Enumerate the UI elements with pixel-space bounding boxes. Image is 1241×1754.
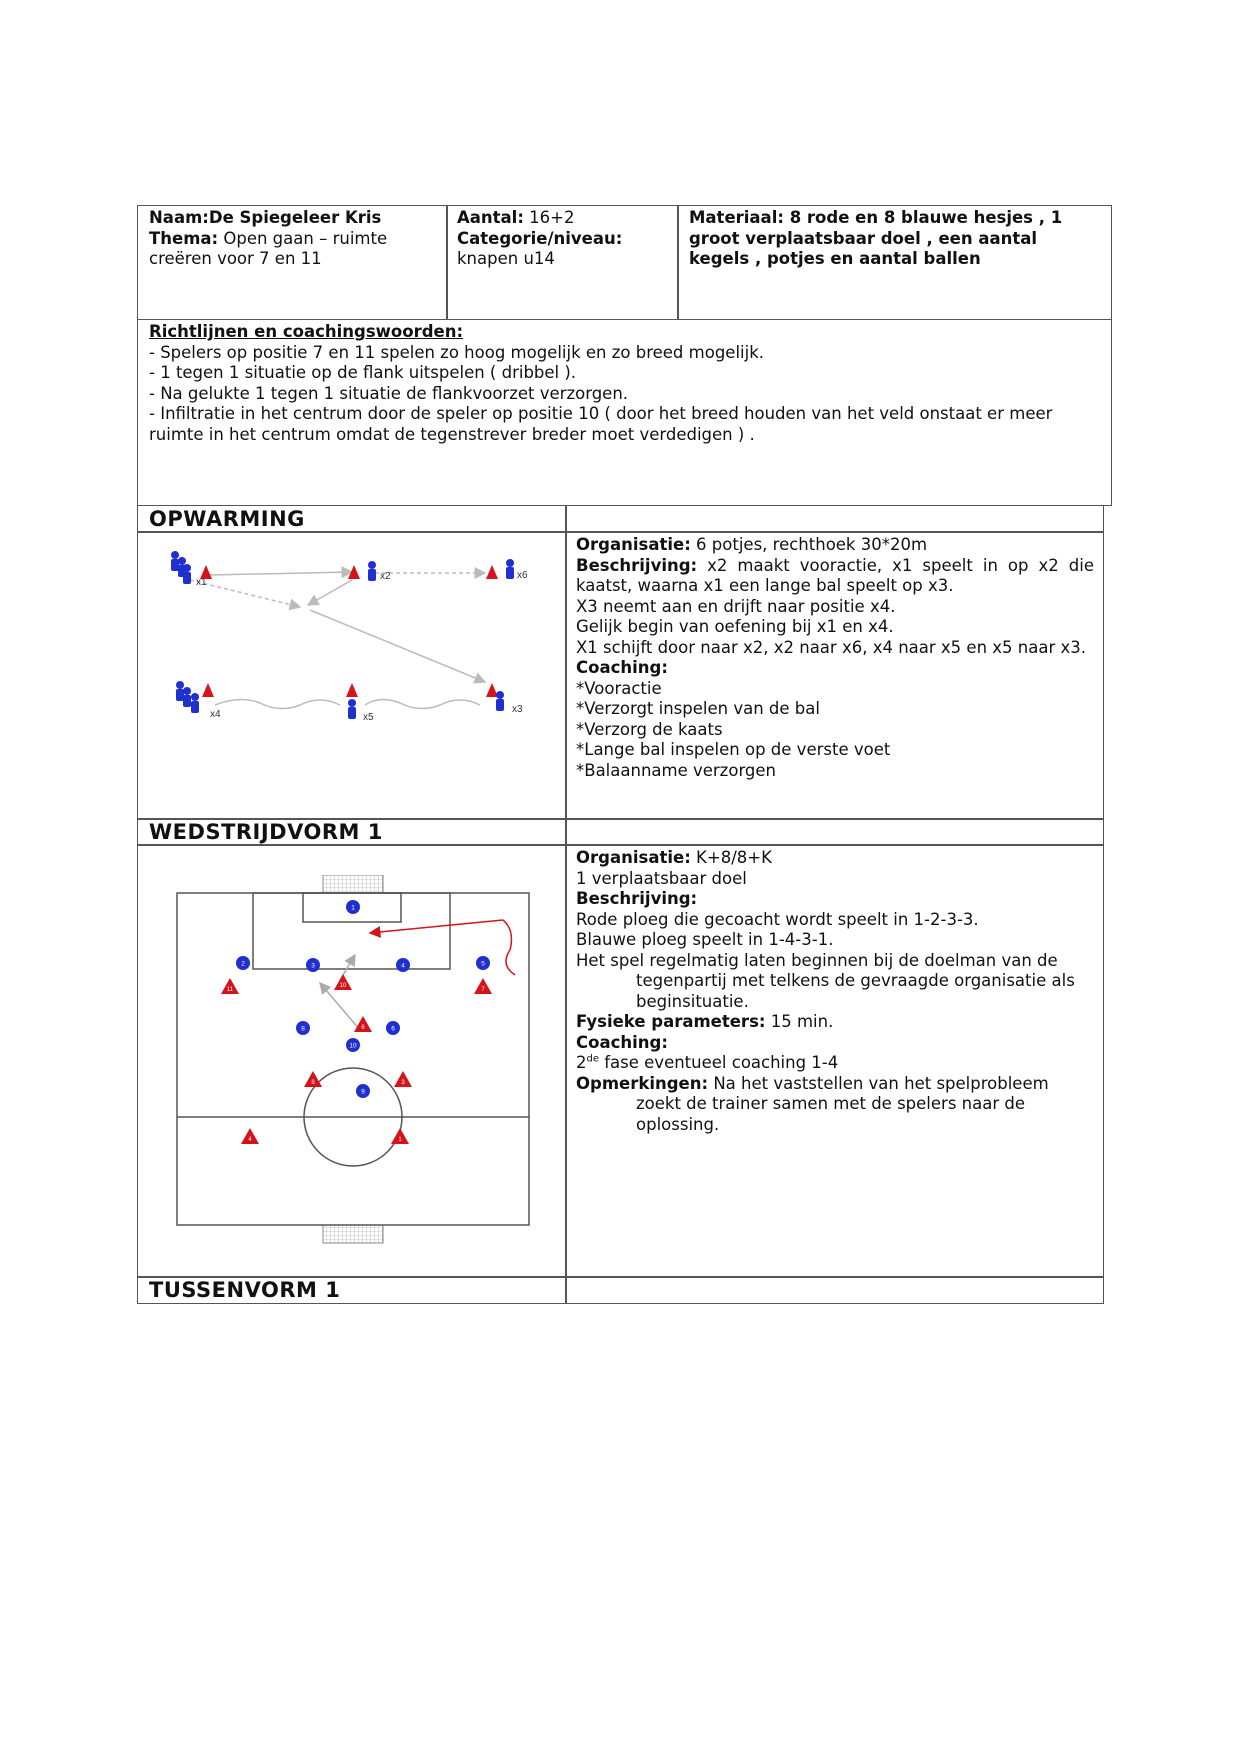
warmup-coaching-item: *Vooractie — [576, 678, 662, 698]
blue-player-number: 9 — [361, 1088, 365, 1096]
category-label: Categorie/niveau: — [457, 228, 623, 248]
red-player-number: 4 — [248, 1137, 252, 1143]
label-x2: x2 — [380, 571, 391, 582]
sections-center-divider — [565, 505, 567, 1304]
row-line — [137, 531, 1104, 533]
name-value: De Spiegeleer Kris — [208, 208, 382, 227]
match1-org-label: Organisatie: — [576, 848, 691, 867]
red-player-number: 11 — [226, 987, 234, 993]
warmup-line: X1 schijft door naar x2, x2 naar x6, x4 naar x5 en x5 naar x3. — [576, 637, 1086, 657]
red-player-number: 1 — [398, 1137, 402, 1143]
guideline-item: - Infiltratie in het centrum door de speler op positie 10 ( door het breed houden van het veld onstaat er meer ruimte in het centrum omdat de tegenstrever breder moet verdedigen ) . — [149, 404, 1053, 444]
match1-org-line2: 1 verplaatsbaar doel — [576, 868, 747, 888]
count-label: Aantal: — [457, 208, 524, 227]
match1-desc-line: Rode ploeg die gecoacht wordt speelt in 1-2-3-3. — [576, 909, 979, 929]
warmup-title: OPWARMING — [149, 507, 305, 531]
match1-phys-label: Fysieke parameters: — [576, 1012, 766, 1031]
header-divider-2 — [677, 205, 679, 320]
warmup-coaching-item: *Lange bal inspelen op de verste voet — [576, 740, 891, 759]
match1-coaching-post: fase eventueel coaching 1-4 — [599, 1053, 839, 1072]
label-x6: x6 — [517, 570, 528, 581]
material-cell: Materiaal: 8 rode en 8 blauwe hesjes , 1 groot verplaatsbaar doel , een aantal kegels , potjes en aantal ballen — [689, 208, 1063, 268]
intermediate1-title: TUSSENVORM 1 — [149, 1278, 341, 1302]
blue-player-number: 5 — [481, 960, 485, 968]
match1-desc-long-cont2: beginsituatie. — [636, 991, 749, 1011]
red-player-number: 3 — [401, 1080, 405, 1086]
match1-text — [576, 848, 1094, 1135]
guideline-item: - 1 tegen 1 situatie op de flank uitspelen ( dribbel ). — [149, 363, 577, 382]
match1-phys-value: 15 min. — [765, 1012, 834, 1031]
label-x3: x3 — [512, 704, 523, 715]
match1-org-value: K+8/8+K — [690, 848, 772, 867]
match1-desc-label: Beschrijving: — [576, 889, 698, 908]
warmup-org-label: Organisatie: — [576, 535, 691, 554]
match1-desc-long-cont: tegenpartij met telkens de gevraagde organisatie als — [636, 971, 1075, 990]
warmup-text — [576, 535, 1094, 781]
blue-player-number: 2 — [241, 960, 245, 968]
match1-remarks-cont2: oplossing. — [636, 1114, 720, 1134]
theme-value: Open gaan – ruimte creëren voor 7 en 11 — [149, 228, 388, 268]
blue-player-number: 6 — [391, 1025, 395, 1033]
match1-desc-line: Blauwe ploeg speelt in 1-4-3-1. — [576, 930, 834, 949]
red-player-number: 8 — [311, 1080, 315, 1086]
warmup-desc-label: Beschrijving: — [576, 555, 698, 575]
label-x4: x4 — [210, 709, 221, 720]
guidelines-content — [149, 322, 1099, 445]
match1-coaching-pre: 2 — [576, 1053, 587, 1072]
warmup-line: Gelijk begin van oefening bij x1 en x4. — [576, 617, 894, 636]
match1-coaching-sup: de — [586, 1053, 599, 1065]
label-x1: x1 — [196, 577, 207, 588]
warmup-org-value: 6 potjes, rechthoek 30*20m — [690, 535, 928, 554]
name-label: Naam: — [149, 208, 209, 227]
warmup-diagram — [160, 535, 540, 735]
match1-coaching-label: Coaching: — [576, 1032, 668, 1052]
match1-title: WEDSTRIJDVORM 1 — [149, 820, 383, 844]
match1-desc-long: Het spel regelmatig laten beginnen bij de doelman van de — [576, 950, 1058, 970]
header-count-cell — [457, 208, 672, 270]
category-value: knapen u14 — [457, 249, 555, 268]
match1-remarks-value: Na het vaststellen van het spelprobleem — [708, 1073, 1049, 1093]
match1-remarks-cont: zoekt de trainer samen met de spelers naar de — [636, 1094, 1025, 1113]
count-value: 16+2 — [523, 208, 575, 227]
blue-player-number: 8 — [301, 1025, 305, 1033]
warmup-coaching-item: *Verzorg de kaats — [576, 719, 723, 739]
red-player-number: 7 — [481, 987, 485, 993]
blue-player-number: 3 — [311, 962, 315, 970]
match1-pitch-diagram — [170, 875, 540, 1250]
red-player-number: 10 — [339, 983, 347, 989]
warmup-coaching-item: *Balaanname verzorgen — [576, 760, 777, 780]
blue-player-number: 10 — [349, 1042, 357, 1050]
label-x5: x5 — [363, 712, 374, 723]
header-name-cell — [149, 208, 439, 270]
blue-player-number: 1 — [351, 904, 355, 912]
warmup-desc-value: x2 maakt vooractie, x1 speelt in op x2 die kaatst, waarna x1 een lange bal speelt op x3. — [576, 555, 1094, 595]
blue-player-number: 4 — [401, 962, 405, 970]
red-player-number: 6 — [361, 1025, 365, 1031]
warmup-coaching-label: Coaching: — [576, 658, 668, 677]
header-divider-1 — [446, 205, 448, 320]
row-line — [137, 844, 1104, 846]
guideline-item: - Na gelukte 1 tegen 1 situatie de flankvoorzet verzorgen. — [149, 383, 629, 403]
theme-label: Thema: — [149, 228, 219, 248]
guideline-item: - Spelers op positie 7 en 11 spelen zo hoog mogelijk en zo breed mogelijk. — [149, 342, 764, 362]
warmup-coaching-item: *Verzorgt inspelen van de bal — [576, 699, 820, 718]
match1-remarks-label: Opmerkingen: — [576, 1073, 709, 1093]
warmup-line: X3 neemt aan en drijft naar positie x4. — [576, 596, 896, 616]
guidelines-title: Richtlijnen en coachingswoorden: — [149, 322, 464, 341]
